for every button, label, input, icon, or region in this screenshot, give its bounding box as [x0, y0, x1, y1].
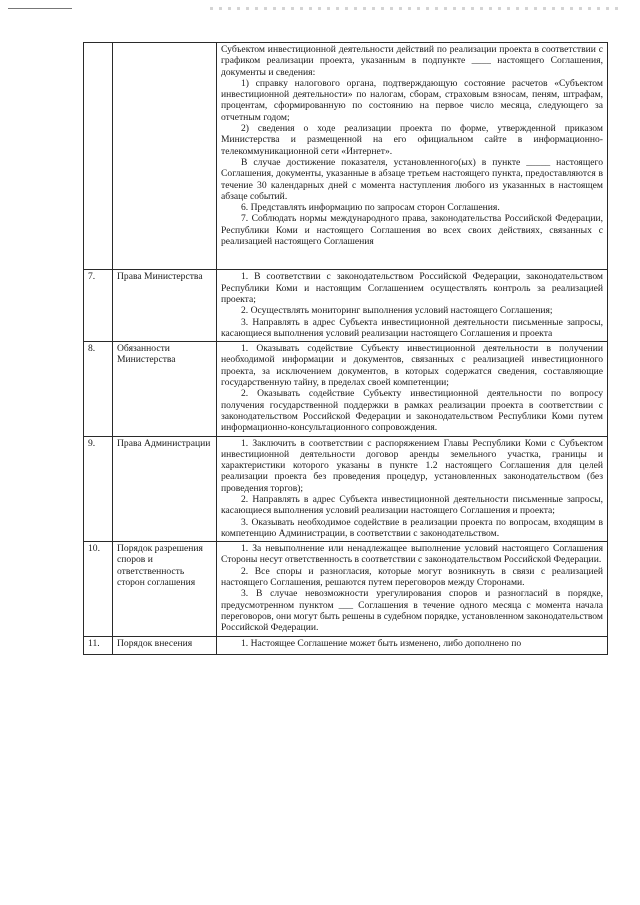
row-paragraph: 1. Заключить в соответствии с распоряжением Главы Республики Коми с Субъектом инвестиционной деятельности договор аренды земельного участка, границы и характеристики которого указаны в пункте 1.2 настоящего Соглашения для целей реализации проекта без проведения процедур, установленных законодательством (без проведения торгов); — [221, 437, 603, 494]
row-body — [217, 43, 608, 270]
row-number — [84, 43, 113, 270]
row-body — [217, 542, 608, 636]
row-paragraph: 2. Осуществлять мониторинг выполнения условий настоящего Соглашения; — [241, 305, 553, 317]
table-row — [84, 542, 608, 636]
row-paragraph: 1. Оказывать содействие Субъекту инвестиционной деятельности в получении необходимой информации и документов, связанных с реализацией инвестиционного проекта, за исключением документов, в которых содержатся сведения, составляющие государственную тайну, в пределах своей компетенции; — [221, 343, 603, 389]
table-row — [84, 636, 608, 654]
row-number: 10. — [84, 542, 113, 636]
row-paragraph: 3. В случае невозможности урегулирования споров и разногласий в порядке, предусмотренном пунктом ___ Соглашения в течение одного месяца с момента начала переговоров, они могут быть решены в судебном порядке, установленном законодательством Российской Федерации. — [221, 588, 603, 634]
row-title — [113, 43, 217, 270]
row-title: Права Администрации — [113, 436, 217, 542]
row-paragraph: 3. Направлять в адрес Субъекта инвестиционной деятельности письменные запросы, касающиеся выполнения условий реализации настоящего Соглашения и проекта — [221, 316, 603, 339]
agreement-table — [83, 42, 608, 655]
row-paragraph: 1. За невыполнение или ненадлежащее выполнение условий настоящего Соглашения Стороны несут ответственность в соответствии с законодательством Российской Федерации. — [221, 543, 603, 566]
row-title: Порядок разрешения споров и ответственность сторон соглашения — [113, 542, 217, 636]
row-paragraph: 2. Направлять в адрес Субъекта инвестиционной деятельности письменные запросы, касающиеся выполнения условий реализации настоящего Соглашения и проекта; — [221, 493, 603, 517]
row-body — [217, 436, 608, 542]
row-number: 11. — [84, 636, 113, 654]
row-paragraph: 7. Соблюдать нормы международного права, законодательства Российской Федерации, Республики Коми и настоящего Соглашения во всех своих действиях, связанных с реализацией настоящего Соглашения — [221, 213, 603, 248]
row-title: Порядок внесения — [113, 636, 217, 654]
table-row — [84, 436, 608, 542]
row-paragraph: 1. В соответствии с законодательством Российской Федерации, законодательством Республики Коми и настоящим Соглашением осуществлять контроль за реализацией проекта; — [221, 271, 603, 305]
row-paragraph: 1. Настоящее Соглашение может быть изменено, либо дополнено по — [241, 637, 522, 649]
table-row — [84, 342, 608, 436]
row-paragraph: 2) сведения о ходе реализации проекта по форме, утвержденной приказом Министерства и размещенной на его официальном сайте в информационно-телекоммуникационной сети «Интернет». — [221, 123, 603, 157]
scan-artifact-line — [8, 8, 72, 9]
row-title: Обязанности Министерства — [113, 342, 217, 436]
row-number: 8. — [84, 342, 113, 436]
table-row — [84, 270, 608, 342]
row-title: Права Министерства — [113, 270, 217, 342]
row-number: 9. — [84, 436, 113, 542]
row-paragraph: В случае достижение показателя, установленного(ых) в пункте _____ настоящего Соглашения, документы, указанные в абзаце третьем настоящего пункта, предоставляются в течение 30 календарных дней с момента наступления любого из указанных в настоящем абзаце событий. — [221, 156, 603, 202]
row-paragraph: 1) справку налогового органа, подтверждающую состояние расчетов «Субъектом инвестиционной деятельности» по налогам, сборам, страховым взносам, пеням, штрафам, процентам, сформированную по состоянию на первое число месяца, следующего за отчетным годом; — [221, 77, 603, 123]
row-paragraph: Субъектом инвестиционной деятельности действий по реализации проекта в соответствии с графиком реализации проекта, указанным в подпункте ____ настоящего Соглашения, документы и сведения: — [221, 44, 603, 78]
row-paragraph: 2. Все споры и разногласия, которые могут возникнуть в связи с реализацией настоящего Соглашения, решаются путем переговоров между Сторонами. — [221, 565, 603, 589]
row-number: 7. — [84, 270, 113, 342]
scan-artifact-dots — [210, 7, 620, 10]
row-body — [217, 270, 608, 342]
row-body — [217, 342, 608, 436]
row-paragraph: 3. Оказывать необходимое содействие в реализации проекта по вопросам, входящим в компетенцию Администрации, в соответствии с законодательством. — [221, 516, 603, 539]
row-paragraph: 2. Оказывать содействие Субъекту инвестиционной деятельности по вопросу получения государственной поддержки в рамках реализации проекта в соответствии с законодательством Российской Федерации и законодательством Республики Коми путем информационно-консультационного сопровождения. — [221, 388, 603, 434]
row-paragraph: 6. Представлять информацию по запросам сторон Соглашения. — [241, 202, 500, 214]
table-row — [84, 43, 608, 270]
row-body — [217, 636, 608, 654]
